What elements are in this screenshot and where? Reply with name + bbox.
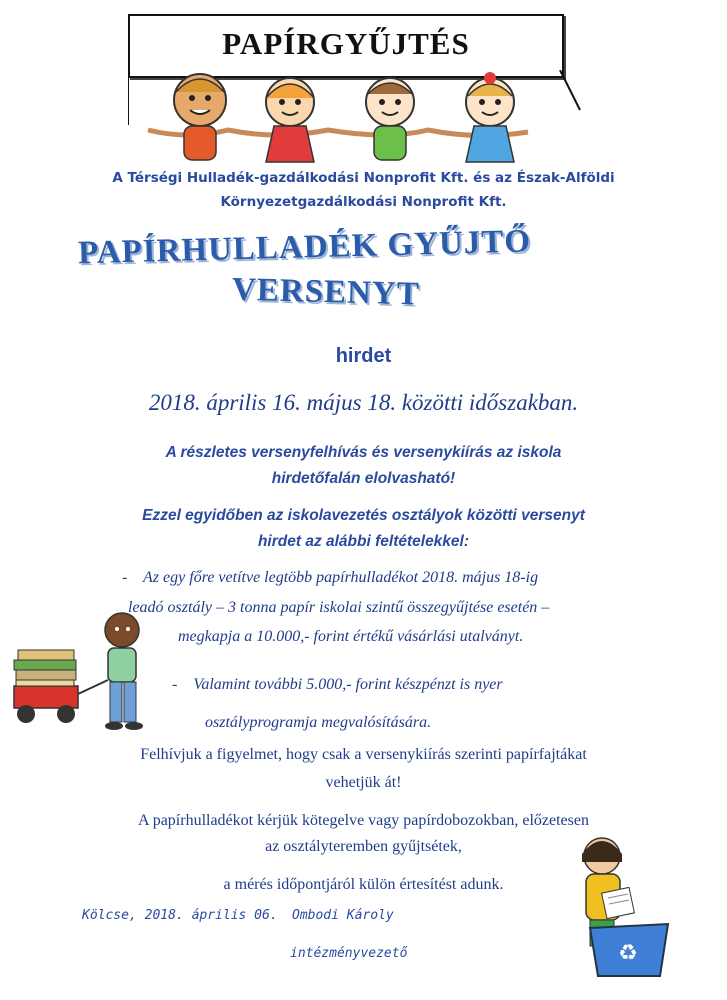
period-text: 2018. április 16. május 18. közötti időszakban. [148, 390, 579, 415]
headline-line-1: PAPÍRHULLADÉK GYŰJTŐ [77, 223, 532, 272]
signature-title: intézményvezető [290, 946, 408, 961]
condition-1-line-2: leadó osztály – 3 tonna papír iskolai szintű összegyűjtése esetén – [128, 599, 550, 616]
title-banner [128, 14, 564, 78]
kid-2 [266, 78, 314, 162]
condition-1-line-1: - Az egy főre vetítve legtöbb papírhulladékot 2018. május 18-ig [122, 569, 539, 586]
banner-title: PAPÍRGYŰJTÉS [222, 26, 470, 61]
kid-1 [174, 74, 226, 160]
notice-line-2: vehetjük át! [325, 774, 402, 791]
signature-name: Ombodi Károly [292, 908, 394, 923]
boy-with-book-wagon-illustration [10, 608, 150, 733]
request-line-1: A papírhulladékot kérjük kötegelve vagy papírdobozokban, előzetesen [138, 812, 589, 829]
details-line-1: A részletes versenyfelhívás és versenykiírás az iskola [165, 444, 562, 461]
headline-line-2: VERSENYT [231, 271, 421, 313]
parallel-line-1: Ezzel egyidőben az iskolavezetés osztályok közötti versenyt [142, 507, 585, 524]
measurement-text: a mérés időpontjáról külön értesítést adunk. [223, 876, 504, 893]
girl-with-recycling-bin-illustration [560, 828, 675, 978]
condition-1-line-3: megkapja a 10.000,- forint értékű vásárlási utalványt. [178, 628, 524, 645]
kid-4 [466, 72, 514, 162]
recycle-icon: ♻ [618, 941, 638, 966]
kid-3 [366, 78, 414, 160]
condition-2-line-1: - Valamint további 5.000,- forint készpénzt is nyer [172, 676, 503, 693]
announce-word: hirdet [335, 345, 392, 367]
signature-place-date: Kölcse, 2018. április 06. [82, 908, 278, 923]
condition-2-line-2: osztályprogramja megvalósítására. [205, 714, 432, 731]
organizer-line-1: A Térségi Hulladék-gazdálkodási Nonprofit Kft. és az Észak-Alföldi [112, 170, 615, 186]
parallel-line-2: hirdet az alábbi feltételekkel: [257, 533, 470, 550]
request-line-2: az osztályteremben gyűjtsétek, [265, 838, 462, 855]
kids-holding-hands-illustration [128, 70, 588, 170]
details-line-2: hirdetőfalán elolvasható! [271, 470, 456, 487]
organizer-line-2: Környezetgazdálkodási Nonprofit Kft. [220, 194, 507, 210]
notice-line-1: Felhívjuk a figyelmet, hogy csak a versenykiírás szerinti papírfajtákat [140, 746, 587, 763]
